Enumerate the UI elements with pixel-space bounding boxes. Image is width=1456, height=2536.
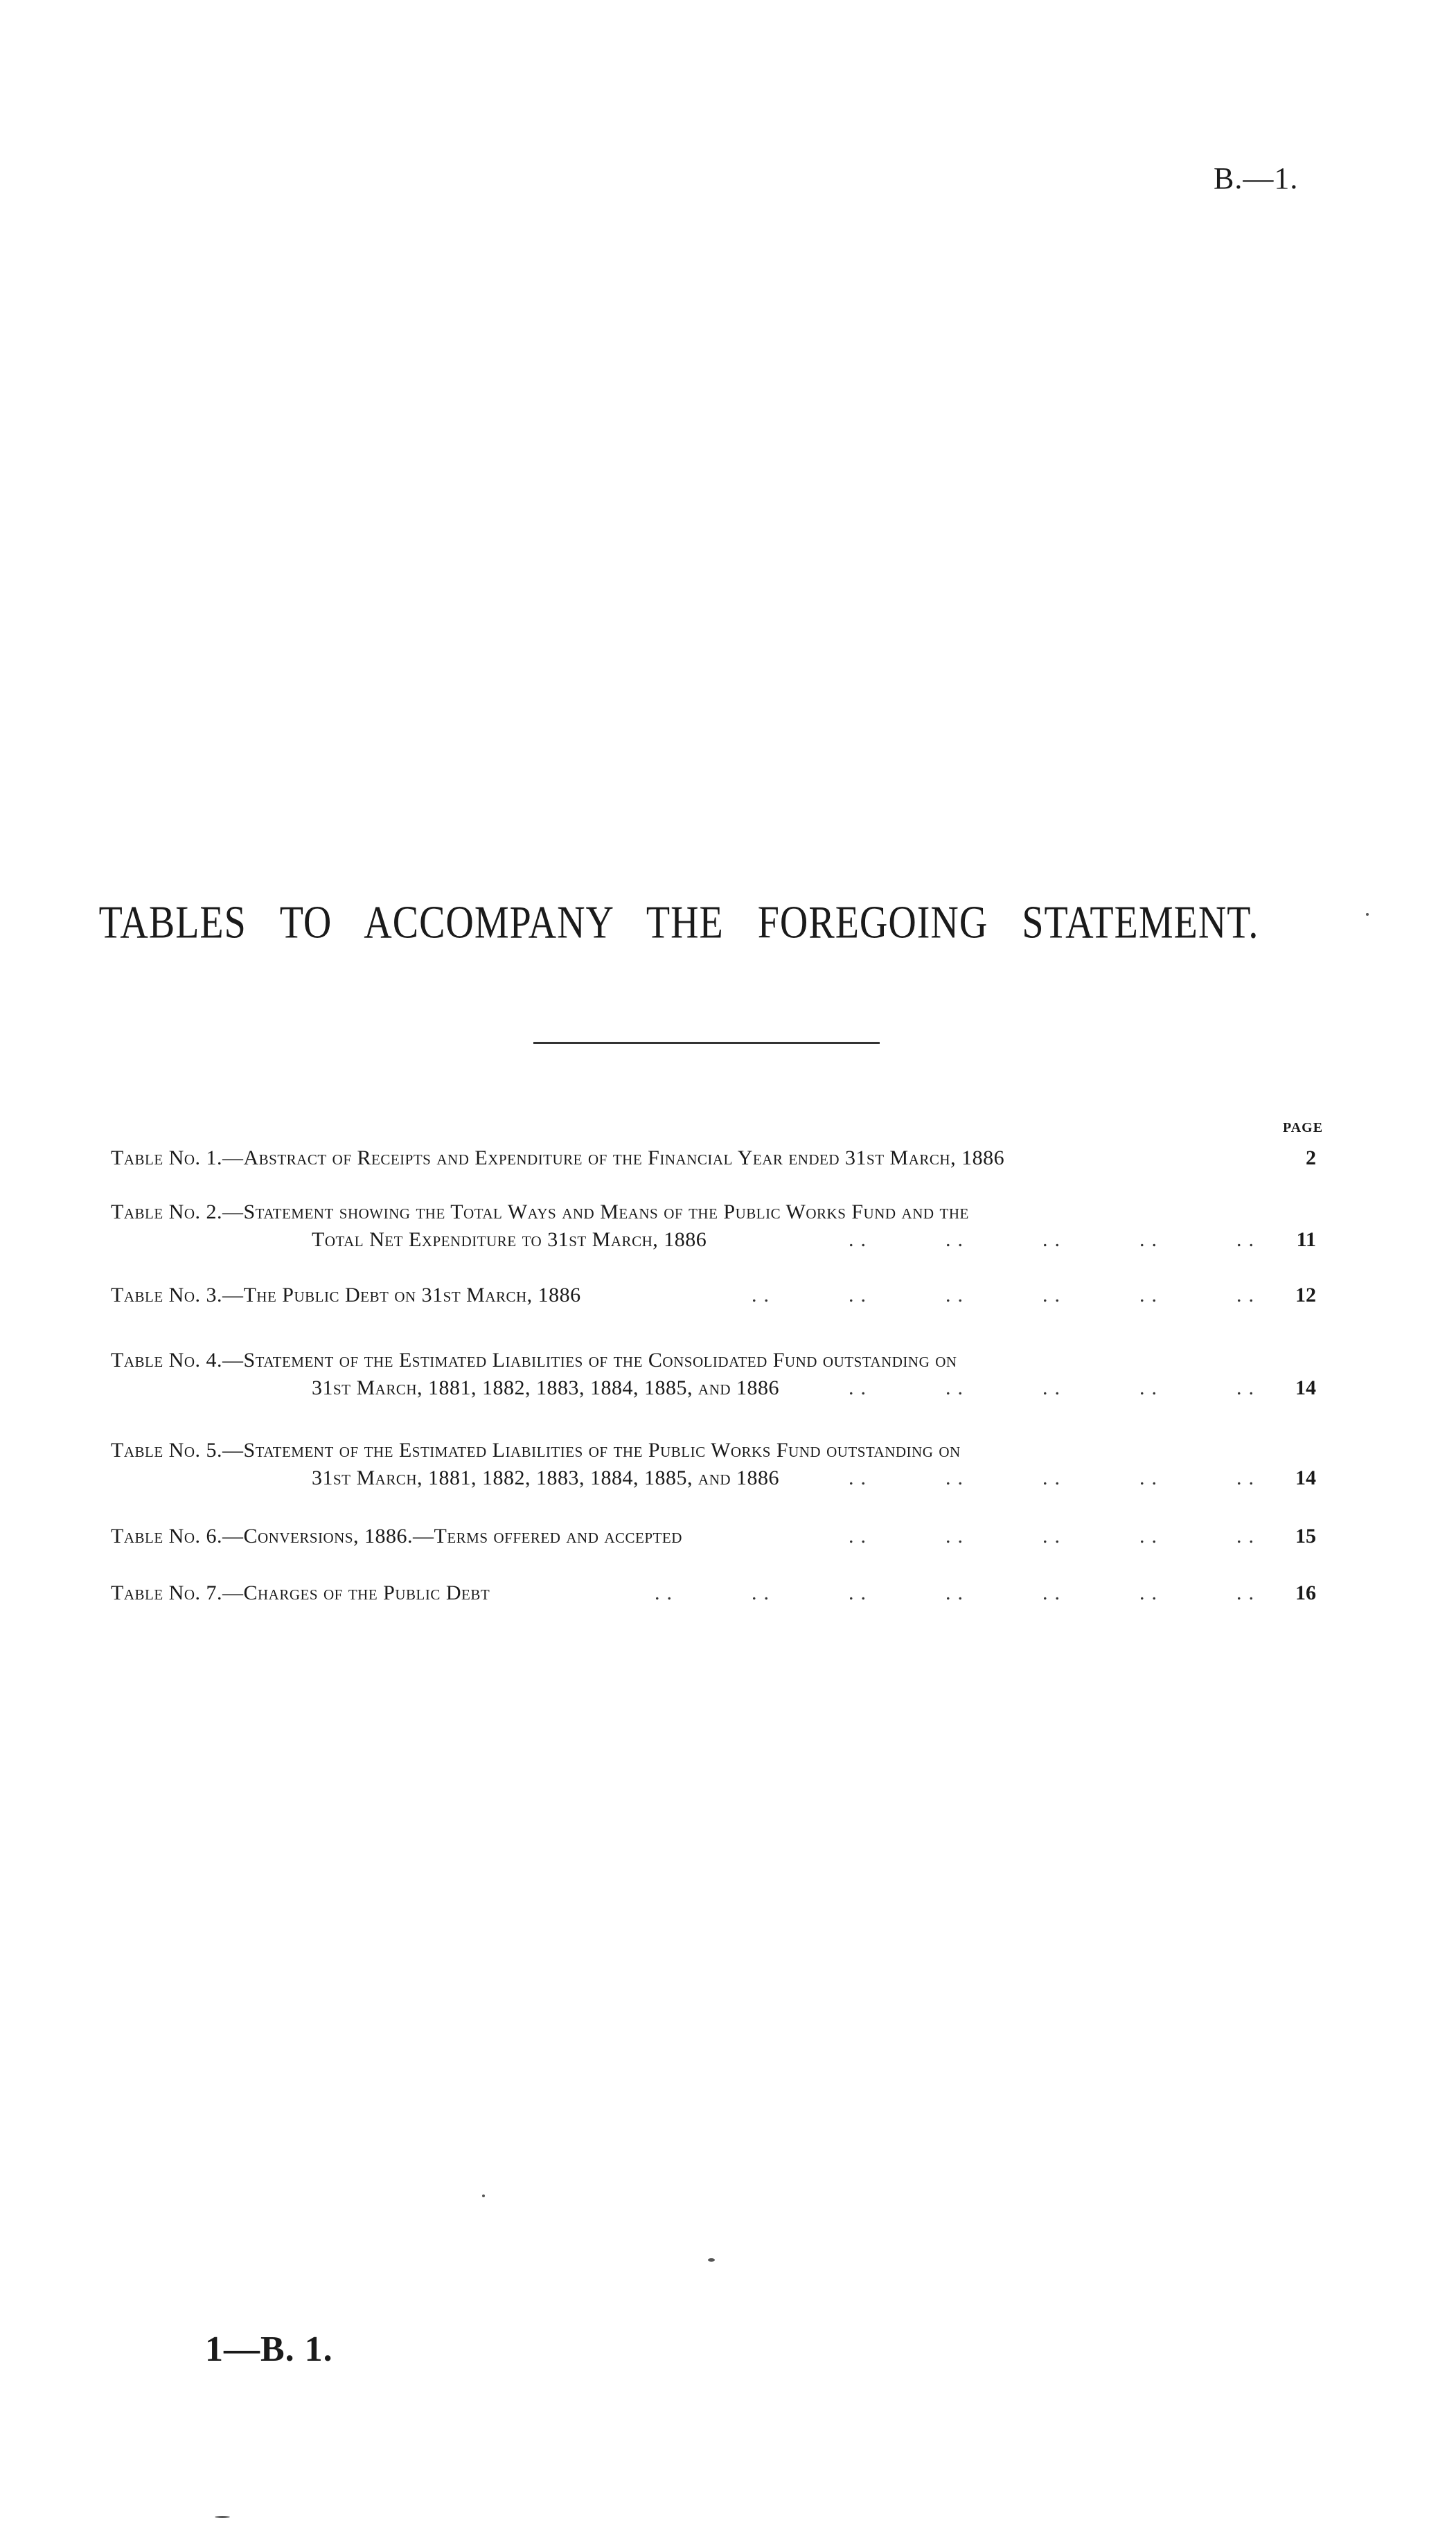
toc-entry-table-2 bbox=[111, 1198, 1316, 1254]
toc-entry-title bbox=[111, 1347, 957, 1374]
toc-entry-text: Statement of the Estimated Liabilities of the Consolidated Fund outstanding on bbox=[243, 1349, 957, 1372]
toc-entry-table-1 bbox=[111, 1144, 1316, 1172]
toc-entry-title bbox=[111, 1437, 961, 1464]
toc-entry-page: 11 bbox=[1296, 1228, 1316, 1251]
toc-entry-prefix: Table No. 1.— bbox=[111, 1146, 244, 1169]
toc-entry-page: 14 bbox=[1295, 1376, 1316, 1399]
toc-entry-text: Abstract of Receipts and Expenditure of the Financial Year ended 31st March, 1886 bbox=[243, 1146, 1005, 1169]
toc-entry-table-3 bbox=[111, 1282, 1316, 1309]
toc-entry-title bbox=[111, 1579, 490, 1607]
toc-entry-text: Conversions, 1886.—Terms offered and accepted bbox=[243, 1525, 682, 1548]
toc-entry-prefix: Table No. 7.— bbox=[111, 1581, 244, 1604]
toc-entry-text: Charges of the Public Debt bbox=[243, 1581, 490, 1604]
toc-entry-prefix: Table No. 3.— bbox=[111, 1284, 244, 1306]
dot-leader: .. .. .. .. .. bbox=[849, 1466, 1261, 1489]
page-reference: B.—1. bbox=[1214, 161, 1299, 195]
page-signature: 1—B. 1. bbox=[205, 2330, 333, 2369]
toc-entry-title bbox=[111, 1144, 1004, 1172]
dot-leader: .. .. .. .. .. bbox=[849, 1376, 1261, 1399]
dot-leader: .. .. .. .. .. bbox=[849, 1525, 1261, 1548]
scan-speck bbox=[482, 2194, 485, 2197]
page-title: TABLES TO ACCOMPANY THE FOREGOING STATEMENT. bbox=[98, 896, 1259, 949]
toc-entry-continuation: 31st March, 1881, 1882, 1883, 1884, 1885, and 1886 bbox=[312, 1466, 780, 1489]
toc-entry-prefix: Table No. 4.— bbox=[111, 1349, 244, 1372]
scan-speck bbox=[708, 2258, 715, 2262]
toc-entry-page: 2 bbox=[1306, 1146, 1316, 1169]
dot-leader: .. .. .. .. .. .. .. bbox=[655, 1581, 1261, 1604]
toc-entry-title bbox=[111, 1198, 969, 1226]
toc-entry-table-6 bbox=[111, 1523, 1316, 1550]
toc-entry-prefix: Table No. 2.— bbox=[111, 1200, 244, 1223]
scan-speck bbox=[1366, 913, 1369, 916]
toc-entry-table-5 bbox=[111, 1437, 1316, 1492]
toc-entry-title bbox=[111, 1523, 682, 1550]
toc-entry-table-7 bbox=[111, 1579, 1316, 1607]
toc-entry-prefix: Table No. 5.— bbox=[111, 1439, 244, 1462]
scan-speck bbox=[215, 2516, 230, 2518]
toc-entry-page: 12 bbox=[1295, 1284, 1316, 1306]
dot-leader: .. .. .. .. .. bbox=[849, 1228, 1261, 1251]
toc-entry-title bbox=[111, 1282, 581, 1309]
page-column-label: PAGE bbox=[1283, 1120, 1324, 1135]
toc-entry-page: 16 bbox=[1295, 1581, 1316, 1604]
toc-entry-continuation: 31st March, 1881, 1882, 1883, 1884, 1885, and 1886 bbox=[312, 1376, 780, 1399]
toc-entry-text: Statement showing the Total Ways and Means of the Public Works Fund and the bbox=[243, 1200, 969, 1223]
toc-entry-text: Statement of the Estimated Liabilities of the Public Works Fund outstanding on bbox=[243, 1439, 961, 1462]
toc-entry-page: 14 bbox=[1295, 1466, 1316, 1489]
toc-entry-continuation: Total Net Expenditure to 31st March, 1886 bbox=[312, 1228, 707, 1251]
dot-leader: .. .. .. .. .. .. bbox=[752, 1284, 1261, 1306]
toc-entry-page: 15 bbox=[1295, 1525, 1316, 1548]
toc-entry-prefix: Table No. 6.— bbox=[111, 1525, 244, 1548]
toc-entry-table-4 bbox=[111, 1347, 1316, 1402]
toc-entry-text: The Public Debt on 31st March, 1886 bbox=[243, 1284, 581, 1306]
